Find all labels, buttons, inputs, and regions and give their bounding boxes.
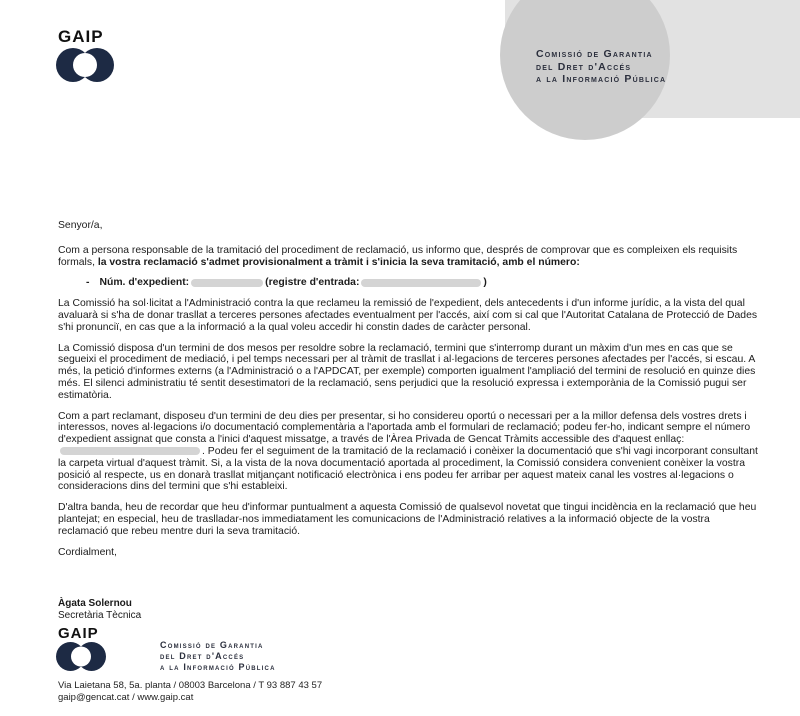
commission-line-3: a la Informació Pública [536, 73, 667, 86]
commission-line-2: del Dret d'Accés [536, 60, 632, 73]
footer-gaip-logo-text: GAIP [58, 625, 99, 642]
commission-line-1: Comissió de Garantia [536, 48, 653, 60]
gaip-logo-text: GAIP [58, 27, 104, 46]
closing: Cordialment, [58, 546, 117, 558]
footer-gaip-logo-icon [55, 641, 111, 672]
commission-title [536, 48, 666, 86]
salutation: Senyor/a, [58, 220, 103, 231]
allegations-text-b: . Podeu fer el seguiment de la tramitació de la reclamació i conèixer la documentació que s'hi vagi incorporant consultant la carpeta virtual d'aquest tràmit. Si, a la vista de la nova documentació aportada al procediment, la Comissió considera convenient conèixer la vostra posició al respecte, us en donarà trasllat mitjançant notificació electrònica i ens podeu fer arribar per aquest mateix canal les vostres al·legacions o consideracions dins del termini que s'hi estableixi. [58, 445, 758, 493]
admission-text: Com a persona responsable de la tramitació del procediment de reclamació, us informo que, després de comprovar que es compleixen els requisits formals, [58, 244, 738, 268]
letter-body [58, 220, 758, 567]
file-number-line [86, 277, 758, 289]
paragraph-request: La Comissió ha sol·licitat a l'Administració contra la que reclameu la remissió de l'expedient, dels antecedents i d'un informe jurídic, a la vista del qual avaluarà si s'ha de donar trasllat a terceres persones afectades eventualment per l'accés, així com si cal que l'Autoritat Catalana de Protecció de Dades s'hi pronunciï, en cas que a la informació a la qual voleu accedir hi constin dades de caràcter personal. [58, 298, 758, 333]
registry-entry-label: (registre d'entrada: [265, 277, 360, 289]
paragraph-reminder: D'altra banda, heu de recordar que heu d'informar puntualment a aquesta Comissió de qualsevol novetat que tingui incidència en la reclamació que heu plantejat; en especial, heu de traslladar-nos immediatament les comunicacions de l'Administració relatives a la informació objecte de la vostra reclamació que rebeu mentre duri la seva tramitació. [58, 502, 757, 537]
allegations-text-a: Com a part reclamant, disposeu d'un termini de deu dies per presentar, si ho considereu oportú o necessari per a la millor defensa dels vostres drets i interessos, noves al·legacions i/o documentació complementària a l'aportada amb el formulari de reclamació; podeu fer-ho, indicant sempre el número d'expedient assignat que consta a l'inici d'aquest missatge, a través de l'Àrea Privada de Gencat Tràmits accessible des d'aquest enllaç: [58, 410, 751, 446]
footer-address: Via Laietana 58, 5a. planta / 08003 Barcelona / T 93 887 43 57 [58, 680, 323, 691]
signer-name: Àgata Solernou [58, 598, 132, 609]
registry-close: ) [483, 277, 487, 289]
signature-block [58, 598, 141, 622]
paragraph-admission [58, 245, 758, 269]
footer-address-block [58, 680, 322, 704]
footer-commission-title [160, 640, 276, 672]
paragraph-deadline: La Comissió disposa d'un termini de dos mesos per resoldre sobre la reclamació, termini que s'interromp durant un màxim d'un mes en cas que se segueixi el procediment de mediació, i pel temps necessari per al tràmit de trasllat i al·legacions de terceres persones afectades per l'accés, si escau. A més, la petició d'informes externs (a l'Administració o a l'APDCAT, per exemple) comporten igualment l'ampliació del termini de resolució en quinze dies més. El silenci administratiu té sentit desestimatori de la reclamació, sens perjudici que la resolució expressa i extemporània de la Comissió pugui ser estimatòria. [58, 342, 756, 401]
bullet: - [86, 277, 90, 289]
admission-bold-text: la vostra reclamació s'admet provisionalment a tràmit i s'inicia la seva tramitació, amb el número: [97, 256, 580, 268]
footer-commission-line-2: del Dret d'Accés [160, 650, 245, 661]
paragraph-allegations [58, 411, 758, 494]
redacted-link[interactable] [60, 447, 200, 455]
file-number-label: Núm. d'expedient: [99, 277, 190, 289]
footer-commission-line-3: a la Informació Pública [160, 661, 276, 672]
footer-contact[interactable]: gaip@gencat.cat / www.gaip.cat [58, 692, 194, 703]
footer-commission-line-1: Comissió de Garantia [160, 640, 264, 650]
redacted-registry-number [361, 279, 481, 287]
gaip-logo-icon [55, 47, 119, 83]
redacted-file-number [191, 279, 263, 287]
signer-role: Secretària Tècnica [58, 610, 142, 621]
